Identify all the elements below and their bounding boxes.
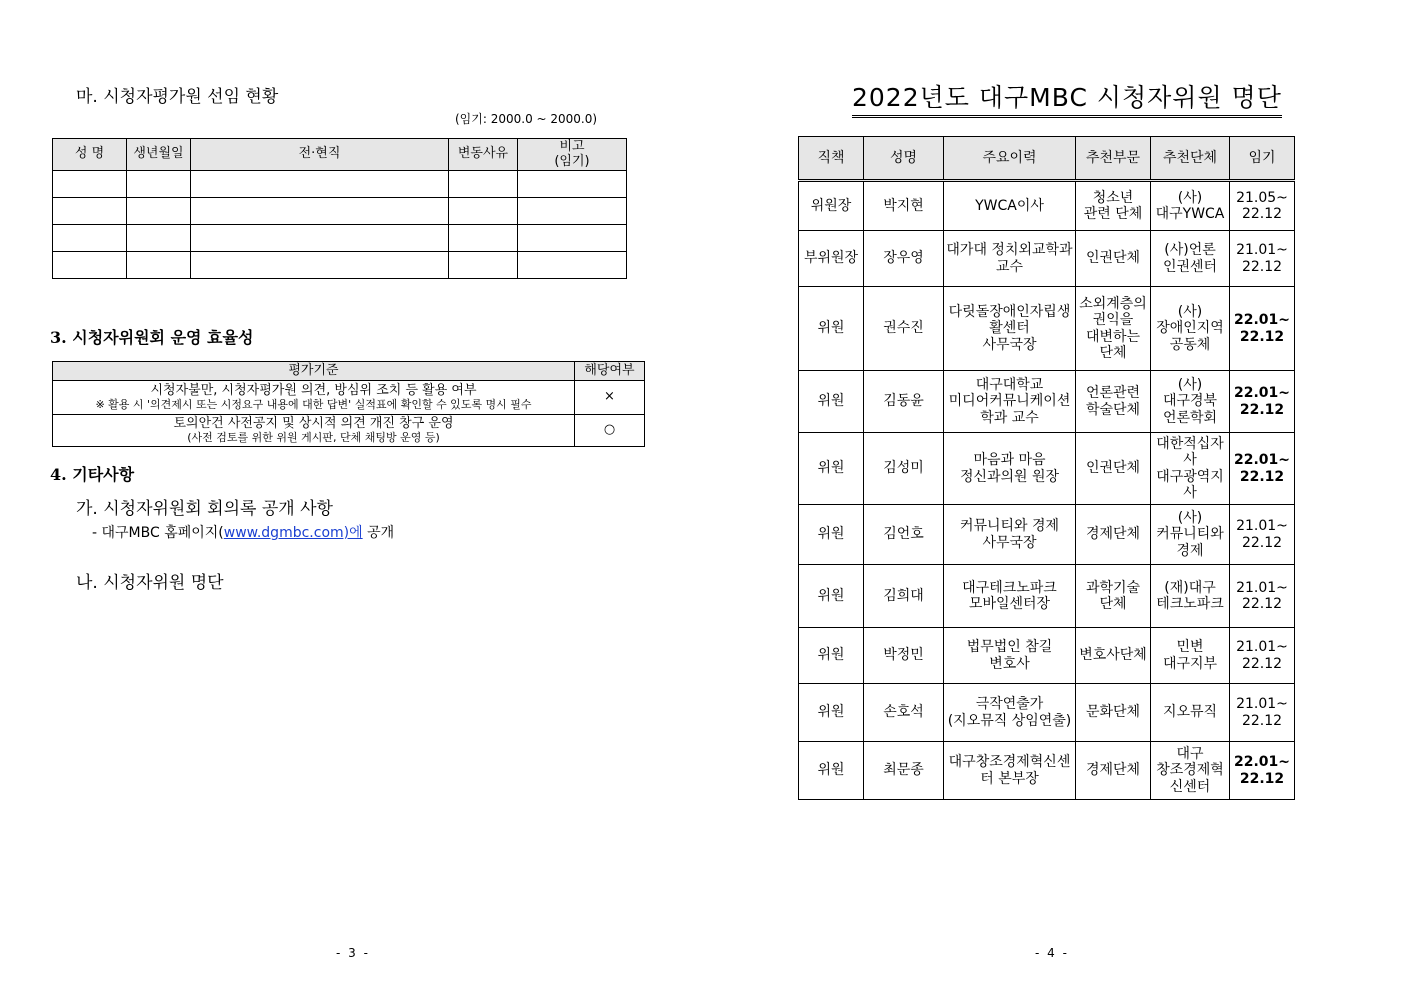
- section-4-title: 4. 기타사항: [50, 465, 135, 484]
- member-name-cell: 김언호: [864, 505, 944, 565]
- member-career-cell: 커뮤니티와 경제 사무국장: [944, 505, 1076, 565]
- minutes-bullet: [92, 522, 394, 542]
- table-cell: [127, 171, 191, 198]
- criterion-note: ※ 활용 시 '의견제시 또는 시정요구 내용에 대한 답변' 실적표에 확인할 수 있도록 명시 필수: [95, 397, 532, 411]
- member-career-cell: 대구테크노파크 모바일센터장: [944, 565, 1076, 628]
- table-row: [53, 381, 645, 415]
- page-number-left: - 3 -: [336, 946, 370, 960]
- member-position-cell: 위원: [799, 433, 864, 505]
- member-career-cell: 법무법인 참길 변호사: [944, 628, 1076, 684]
- member-position-cell: 위원: [799, 287, 864, 371]
- table-cell: [449, 171, 518, 198]
- member-name-cell: 김희대: [864, 565, 944, 628]
- member-sector-cell: 문화단체: [1076, 684, 1151, 742]
- col-remarks: [518, 139, 627, 171]
- col-organization: 추천단체: [1151, 137, 1230, 181]
- table-row: [53, 252, 627, 279]
- col-criteria: 평가기준: [53, 362, 575, 381]
- member-position-cell: 위원: [799, 371, 864, 433]
- table-cell: [518, 198, 627, 225]
- member-sector-cell: 소외계층의 권익을 대변하는 단체: [1076, 287, 1151, 371]
- member-term-cell: 22.01~ 22.12: [1230, 742, 1295, 800]
- member-term-cell: 21.05~ 22.12: [1230, 181, 1295, 231]
- table-cell: [53, 198, 127, 225]
- member-position-cell: 위원: [799, 565, 864, 628]
- criterion-note: (사전 검토를 위한 위원 게시판, 단체 채팅방 운영 등): [187, 430, 440, 444]
- col-birthdate: 생년월일: [127, 139, 191, 171]
- member-term-cell: 21.01~ 22.12: [1230, 505, 1295, 565]
- criterion-text: 토의안건 사전공지 및 상시적 의견 개진 창구 운영: [173, 415, 454, 431]
- table-cell: [127, 252, 191, 279]
- table-row: [53, 198, 627, 225]
- member-career-cell: 대가대 정치외교학과 교수: [944, 231, 1076, 287]
- col-career: 전·현직: [191, 139, 449, 171]
- member-name-cell: 김동윤: [864, 371, 944, 433]
- member-row: [799, 565, 1295, 628]
- member-org-cell: (사) 장애인지역 공동체: [1151, 287, 1230, 371]
- member-term-cell: 21.01~ 22.12: [1230, 684, 1295, 742]
- member-org-cell: 민변 대구지부: [1151, 628, 1230, 684]
- table-cell: [518, 171, 627, 198]
- member-row: [799, 287, 1295, 371]
- col-career: 주요이력: [944, 137, 1076, 181]
- member-career-cell: 대구창조경제혁신센 터 본부장: [944, 742, 1076, 800]
- table-cell: [518, 225, 627, 252]
- col-name: 성명: [864, 137, 944, 181]
- member-org-cell: 대구 창조경제혁 신센터: [1151, 742, 1230, 800]
- bullet-text: - 대구MBC 홈페이지(: [92, 525, 224, 541]
- member-row: [799, 181, 1295, 231]
- table-row: [53, 171, 627, 198]
- col-change-reason: 변동사유: [449, 139, 518, 171]
- table-cell: [53, 252, 127, 279]
- member-position-cell: 부위원장: [799, 231, 864, 287]
- member-org-cell: (사) 커뮤니티와 경제: [1151, 505, 1230, 565]
- member-career-cell: 대구대학교 미디어커뮤니케이션 학과 교수: [944, 371, 1076, 433]
- member-org-cell: (사) 대구YWCA: [1151, 181, 1230, 231]
- member-org-cell: 대한적십자 사 대구광역지 사: [1151, 433, 1230, 505]
- member-row: [799, 628, 1295, 684]
- table-cell: [127, 198, 191, 225]
- member-sector-cell: 과학기술 단체: [1076, 565, 1151, 628]
- member-sector-cell: 인권단체: [1076, 433, 1151, 505]
- subheading-member-list: 나. 시청자위원 명단: [76, 573, 224, 593]
- member-row: [799, 505, 1295, 565]
- member-term-cell: 22.01~ 22.12: [1230, 287, 1295, 371]
- member-term-cell: 21.01~ 22.12: [1230, 628, 1295, 684]
- member-term-cell: 21.01~ 22.12: [1230, 565, 1295, 628]
- table-cell: [191, 225, 449, 252]
- remarks-label: 비고: [559, 138, 585, 154]
- member-career-cell: 마음과 마음 정신과의원 원장: [944, 433, 1076, 505]
- member-name-cell: 장우영: [864, 231, 944, 287]
- member-term-cell: 22.01~ 22.12: [1230, 371, 1295, 433]
- table-row: [53, 225, 627, 252]
- efficiency-table: [52, 361, 645, 447]
- applicable-mark: ○: [575, 415, 645, 447]
- member-sector-cell: 인권단체: [1076, 231, 1151, 287]
- term-note: (임기: 2000.0 ~ 2000.0): [455, 112, 598, 126]
- table-cell: [53, 171, 127, 198]
- member-position-cell: 위원장: [799, 181, 864, 231]
- page-number-right: - 4 -: [1035, 946, 1069, 960]
- criterion-text: 시청자불만, 시청자평가원 의견, 방심위 조치 등 활용 여부: [150, 382, 477, 398]
- table-cell: [518, 252, 627, 279]
- member-org-cell: (사)언론 인권센터: [1151, 231, 1230, 287]
- col-applicable: 해당여부: [575, 362, 645, 381]
- subheading-selection-status: 마. 시청자평가원 선임 현황: [76, 87, 279, 107]
- member-career-cell: 극작연출가 (지오뮤직 상임연출): [944, 684, 1076, 742]
- criterion-cell: [53, 415, 575, 447]
- member-career-cell: 다릿돌장애인자립생 활센터 사무국장: [944, 287, 1076, 371]
- member-sector-cell: 변호사단체: [1076, 628, 1151, 684]
- member-name-cell: 손호석: [864, 684, 944, 742]
- member-name-cell: 최문종: [864, 742, 944, 800]
- applicable-mark: ×: [575, 381, 645, 415]
- table-cell: [127, 225, 191, 252]
- member-list-title: 2022년도 대구MBC 시청자위원 명단: [852, 78, 1282, 118]
- member-term-cell: 22.01~ 22.12: [1230, 433, 1295, 505]
- member-position-cell: 위원: [799, 742, 864, 800]
- member-name-cell: 김성미: [864, 433, 944, 505]
- member-row: [799, 371, 1295, 433]
- bullet-suffix: 공개: [362, 525, 395, 541]
- table-cell: [191, 198, 449, 225]
- member-name-cell: 박정민: [864, 628, 944, 684]
- member-position-cell: 위원: [799, 505, 864, 565]
- member-name-cell: 박지현: [864, 181, 944, 231]
- member-sector-cell: 경제단체: [1076, 505, 1151, 565]
- member-org-cell: 지오뮤직: [1151, 684, 1230, 742]
- table-cell: [449, 225, 518, 252]
- member-name-cell: 권수진: [864, 287, 944, 371]
- member-org-cell: (재)대구 테크노파크: [1151, 565, 1230, 628]
- member-career-cell: YWCA이사: [944, 181, 1076, 231]
- homepage-link[interactable]: www.dgmbc.com)에: [223, 525, 363, 541]
- member-position-cell: 위원: [799, 684, 864, 742]
- member-term-cell: 21.01~ 22.12: [1230, 231, 1295, 287]
- member-sector-cell: 경제단체: [1076, 742, 1151, 800]
- table-cell: [191, 252, 449, 279]
- table-cell: [449, 198, 518, 225]
- member-row: [799, 231, 1295, 287]
- member-table: [798, 136, 1295, 800]
- criterion-cell: [53, 381, 575, 415]
- col-term: 임기: [1230, 137, 1295, 181]
- member-row: [799, 433, 1295, 505]
- col-sector: 추천부문: [1076, 137, 1151, 181]
- evaluator-table: [52, 138, 627, 279]
- table-row: [53, 415, 645, 447]
- member-row: [799, 742, 1295, 800]
- member-sector-cell: 청소년 관련 단체: [1076, 181, 1151, 231]
- member-sector-cell: 언론관련 학술단체: [1076, 371, 1151, 433]
- section-3-title: 3. 시청자위원회 운영 효율성: [50, 328, 254, 347]
- term-label: (임기): [554, 153, 590, 169]
- table-cell: [449, 252, 518, 279]
- subheading-minutes: 가. 시청자위원회 회의록 공개 사항: [76, 499, 333, 519]
- member-row: [799, 684, 1295, 742]
- table-cell: [191, 171, 449, 198]
- table-cell: [53, 225, 127, 252]
- col-position: 직책: [799, 137, 864, 181]
- member-position-cell: 위원: [799, 628, 864, 684]
- member-org-cell: (사) 대구경북 언론학회: [1151, 371, 1230, 433]
- col-name: 성 명: [53, 139, 127, 171]
